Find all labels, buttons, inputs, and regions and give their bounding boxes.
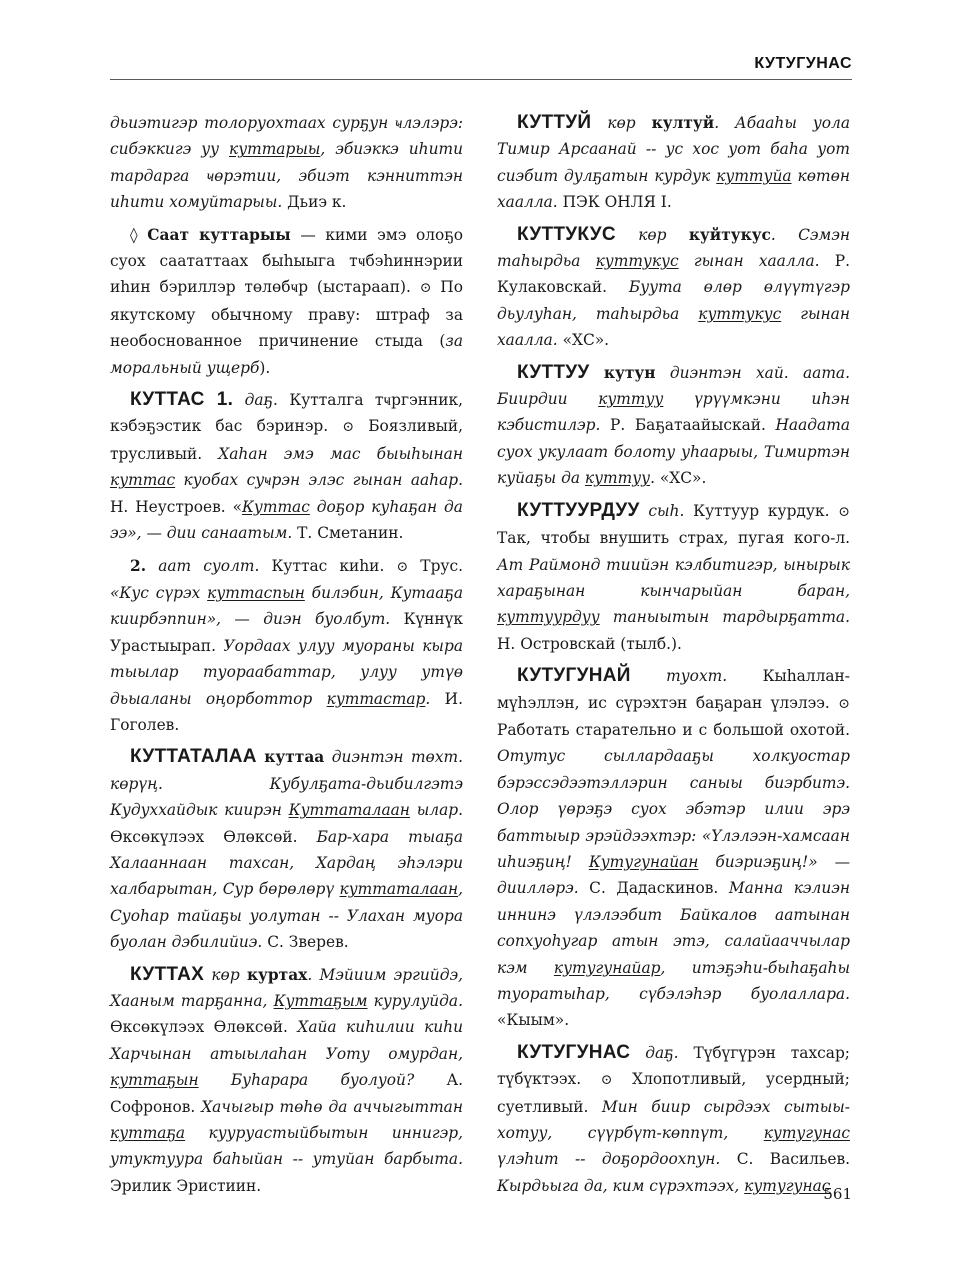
dictionary-entry: [497, 222, 850, 354]
running-title: КУТУГУНАС: [754, 55, 852, 72]
entry-text: С. Зверев.: [267, 933, 349, 952]
entry-text: Трус.: [408, 556, 463, 575]
headword: КУТТАХ: [130, 963, 205, 985]
underlined-usage: куттукус: [595, 252, 679, 271]
entry-text: көр: [591, 114, 652, 132]
entry-text: курулуйда.: [367, 992, 463, 1010]
entry-text: По якутскому обычному праву: штраф за необоснованное причинение стыда (: [110, 278, 463, 351]
underlined-usage: куттуйа: [716, 166, 792, 185]
entry-text: Отутус сыллардааҕы холкуостар бэрэссэдээтэллэрин саныы биэрбитэ. Олор үөрэҕэ суох эбэтэр илии эрэ баттыыр эрэйдээхтэр: «Үлэлээн-хамсаан иһиэҕиң!: [497, 747, 850, 871]
bold-reference: 2.: [130, 556, 147, 575]
translation-marker-icon: ⊙: [342, 419, 355, 436]
dictionary-entry: [497, 1040, 850, 1199]
translation-marker-icon: ⊙: [419, 280, 432, 297]
entry-text: — кими эмэ олоҕо суох саататтаах быһыыга тҹбэһиннэрии иһин бэриллэр төлөбҹр (ыстараап).: [110, 225, 463, 297]
entry-text: Р. Кулаковскай.: [497, 252, 850, 297]
left-column: [110, 110, 463, 1205]
entry-paragraph: [110, 110, 463, 216]
entry-text: диэнтэн хай. аата. Биирдии: [497, 363, 850, 409]
underlined-usage: куттаҕын: [110, 1071, 199, 1090]
entry-text: Буута өлөр өлүүтүгэр дьулуһан, таһырдьа: [497, 278, 850, 323]
underlined-usage: куттуу: [584, 469, 651, 488]
entry-text: үлэhит -- доҕордоохпун.: [497, 1150, 737, 1169]
entry-text: Р. Баҕатаайыскай.: [610, 416, 776, 435]
entry-text: С. Васильев.: [736, 1150, 850, 1169]
dictionary-entry: [110, 387, 463, 546]
entry-text: «ХС».: [562, 331, 610, 350]
underlined-usage: кутугунас: [744, 1176, 831, 1195]
entry-text: диэнтэн төхт. көрүң. Кубулҕата-дьибилгэтэ Кудуххайдык киирэн: [110, 748, 463, 820]
entry-text: Кыһаллан-мүһэллэн, ис сүрэхтэн баҕаран үлэлээ.: [497, 667, 850, 712]
entry-text: Мин биир сырдээх сытыы-хотуу, сүүрбүт-көппүт,: [497, 1097, 850, 1143]
entry-text: Бар-хара тыаҕа Халааннаан тахсан, Хардаң эһэлэри халбарытан, Сур бөрөлөрү: [110, 827, 463, 899]
entry-text: . Мэйиим эргийдэ, Хааным тарҕанна,: [110, 965, 463, 1010]
underlined-usage: куттаспын: [207, 583, 305, 602]
entry-text: Кутталга тҹргэнник, кэбэҕэстик бас бэринэр.: [110, 391, 463, 436]
entry-text: Күннүк Урастыырап.: [110, 610, 463, 655]
entry-text: куобах суҹрэн элэс гынан ааһар.: [175, 471, 463, 490]
entry-text: доҕор куһаҕан да ээ», — дии санаатым.: [110, 497, 463, 543]
entry-text: , Суоһар тайаҕы уолутан -- Улахан муора буолан дэбилийиэ.: [110, 880, 463, 952]
dictionary-entry: [497, 498, 850, 657]
entry-text: таныытын тардырҕатта.: [599, 608, 850, 627]
entry-text: аат суолт.: [146, 556, 272, 575]
entry-text: Буһарара буолуой?: [198, 1071, 447, 1090]
underlined-usage: Кутугунайан: [588, 852, 699, 871]
entry-text: туохт.: [630, 667, 763, 686]
headword: КУТУГУНАЙ: [517, 665, 631, 687]
headword: КУТТУУРДУУ: [517, 499, 640, 521]
entry-text: Хлопотливый, усердный; суетливый.: [497, 1070, 850, 1116]
underlined-usage: куттас: [110, 471, 176, 490]
headword: КУТТАТАЛАА: [130, 746, 257, 768]
entry-text: үрүүмкэни иһэн кэбистилэр.: [497, 390, 850, 435]
entry-text: ).: [259, 358, 271, 377]
entry-text: биэриэҕиң!» — диилләрэ.: [497, 852, 850, 898]
dictionary-entry: [110, 962, 463, 1200]
entry-text: даҕ.: [630, 1043, 694, 1062]
underlined-usage: куттуурдуу: [497, 608, 600, 627]
headword: КУТТУЙ: [517, 112, 592, 133]
entry-text: Т. Сметанин.: [297, 524, 404, 543]
entry-text: Куттуур курдук.: [693, 501, 839, 520]
entry-text: көтөн хаалла.: [497, 166, 850, 212]
entry-text: билэбин, Кутааҕа киирбэппин», — диэн буолбут.: [110, 583, 463, 629]
entry-text: көр: [615, 225, 689, 244]
translation-marker-icon: ⊙: [600, 1072, 613, 1089]
dictionary-entry: [110, 744, 463, 955]
entry-text: Хаһан эмэ мас быыһынан: [218, 444, 463, 463]
entry-text: , эбиэккэ иһити тардарга ҹөрэтии, эбиэт кэнниттэн иһити хомуйтарыы.: [110, 140, 463, 212]
underlined-usage: куттаталаан: [339, 880, 459, 899]
underlined-usage: Куттаҕым: [273, 992, 368, 1010]
translation-marker-icon: ⊙: [838, 503, 850, 520]
entry-text: Хайа киһилии киһи Харчынан атыылаһан Уоту омурдан,: [110, 1018, 463, 1063]
entry-text: Так, чтобы внушить страх, пугая кого-л.: [497, 529, 850, 548]
entry-text: ◊: [130, 225, 148, 244]
underlined-usage: куттуу: [598, 390, 664, 409]
entry-text: ылар.: [409, 801, 463, 820]
headword: КУТТУКУС: [517, 223, 616, 245]
entry-text: Хачыгыр төһө да аччыгыттан: [201, 1097, 463, 1116]
entry-text: Өксөкүлээх Өлөксөй.: [110, 827, 317, 846]
entry-text: Кырдьыга да, ким сүрэхтээх,: [497, 1176, 745, 1195]
underlined-usage: куттукус: [698, 304, 782, 323]
entry-text: С. Дадаскинов.: [589, 879, 729, 898]
bold-reference: куттаа: [264, 748, 325, 767]
entry-text: Уордаах улуу муораны кыра тыылар туораабаттар, улуу утүө дьыаланы оңорботтор: [110, 636, 463, 708]
entry-text: гынан хаалла.: [678, 252, 835, 271]
bold-reference: куйтукус: [688, 225, 771, 244]
bold-reference: куртах: [246, 965, 308, 984]
entry-text: Манна кэлиэн иннинэ үлэлээбит Байкалов аатынан сопхуоһугар атын этэ, салайааччылар кэм: [497, 879, 850, 977]
headword: КУТТАС 1.: [130, 389, 234, 411]
entry-text: Түбүгүрэн тахсар; түбүктээх.: [497, 1043, 850, 1089]
entry-text: . Сэмэн таһырдьа: [497, 225, 851, 271]
entry-text: кууруастыйбытын иннигэр, утуктуура баһыйан -- утуйан барбыта.: [110, 1124, 463, 1169]
entry-text: И. Гоголев.: [110, 689, 463, 734]
dictionary-entry: [497, 663, 850, 1034]
underlined-usage: куттастар: [326, 689, 426, 708]
entry-text: Боязливый, трусливый.: [110, 417, 464, 463]
entry-text: «ХС».: [659, 469, 707, 488]
entry-text: дьиэтигэр толоруохтаах сурҕун ҹлэлэрэ: сибэккигэ уу: [110, 114, 463, 159]
entry-text: даҕ.: [233, 391, 290, 410]
entry-text: А. Софронов.: [110, 1071, 463, 1116]
entry-text: «Кус сүрэх: [110, 583, 208, 602]
entry-text: Эрилик Эристиин.: [110, 1176, 262, 1195]
bold-reference: култуй: [651, 114, 715, 132]
entry-text: сыһ.: [639, 501, 694, 520]
underlined-usage: Куттас: [242, 497, 310, 516]
entry-text: Наадата суох укулаат болоту уһаарыы, Тимиртэн куйаҕы да: [497, 416, 850, 488]
dictionary-entry: [497, 110, 850, 216]
entry-text: Н. Неустроев. «: [110, 497, 243, 516]
entry-text: , итэҕэһи-быһаҕаһы туоратыһар, сүбэлэһэр буолаллара.: [497, 958, 851, 1003]
headword: КУТТУУ: [517, 361, 590, 383]
entry-text: Куттас киһи.: [271, 556, 397, 575]
translation-marker-icon: ⊙: [396, 558, 409, 575]
running-header: [110, 55, 852, 80]
dictionary-entry: [497, 360, 850, 492]
underlined-usage: кутугунас: [763, 1124, 850, 1143]
entry-text: Работать старательно и с большой охотой.: [497, 720, 850, 739]
entry-text: Өксөкүлээх Өлөксөй.: [110, 1018, 298, 1037]
entry-text: [590, 364, 604, 382]
bold-reference: Саат куттарыы: [147, 225, 291, 244]
page-number: 561: [823, 1185, 852, 1203]
entry-text: за моральный ущерб: [110, 332, 463, 377]
headword: КУТУГУНАС: [517, 1041, 631, 1063]
entry-text: гынан хаалла.: [497, 304, 850, 350]
underlined-usage: куттарыы: [229, 140, 321, 159]
right-column: [497, 110, 850, 1205]
entry-text: .: [650, 469, 660, 488]
bold-reference: кутун: [603, 363, 656, 382]
entry-text: ПЭК ОНЛЯ I.: [562, 193, 672, 212]
entry-paragraph: [110, 222, 463, 381]
entry-text: . Абааһы уола Тимир Арсаанай -- ус хос уот баһа уот сиэбит дулҕатын курдук: [497, 114, 850, 185]
entry-text: Дьиэ к.: [287, 193, 347, 212]
entry-text: көр: [204, 965, 247, 984]
entry-text: .: [425, 689, 445, 708]
entry-text: Н. Островскай (тылб.).: [497, 634, 682, 653]
underlined-usage: кутугунайар: [553, 958, 661, 977]
entry-text: «Кыым».: [497, 1011, 570, 1030]
underlined-usage: куттаҕа: [110, 1124, 186, 1143]
entry-paragraph: [110, 553, 463, 739]
underlined-usage: Куттаталаан: [288, 801, 410, 820]
translation-marker-icon: ⊙: [838, 695, 850, 712]
entry-text: Ат Раймонд тиийэн кэлбитигэр, ынырык хараҕынан кынчарыйан баран,: [497, 555, 850, 600]
